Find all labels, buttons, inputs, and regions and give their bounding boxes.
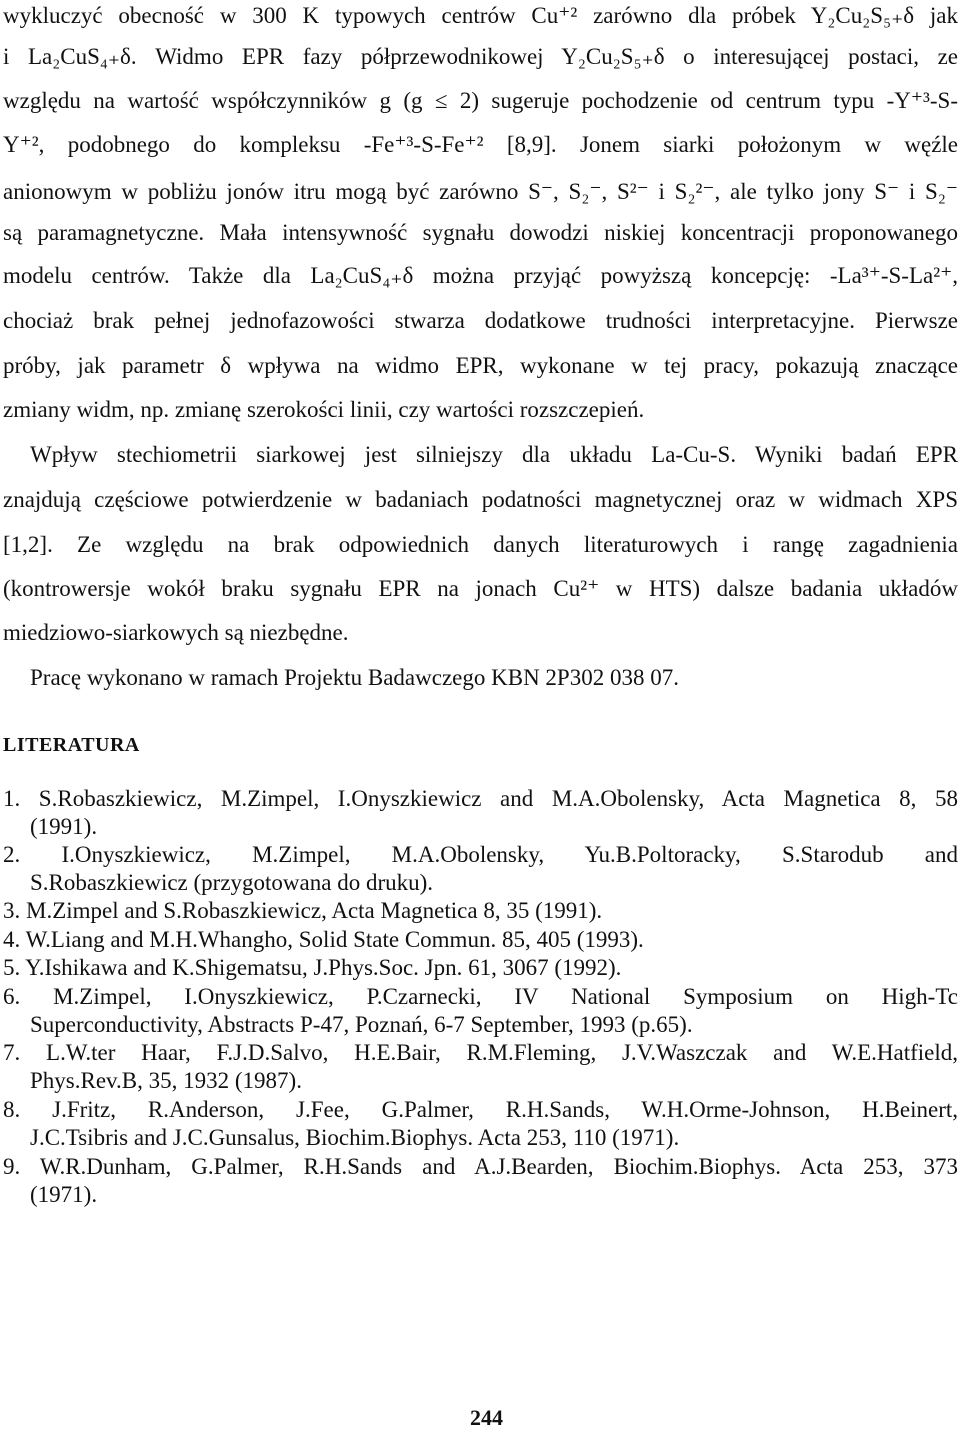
paragraph-line: Wpływ stechiometrii siarkowej jest silniejszy dla układu La-Cu-S. Wyniki badań EPR bbox=[30, 442, 958, 467]
reference-line: 6. M.Zimpel, I.Onyszkiewicz, P.Czarnecki, IV National Symposium on High-Tc bbox=[3, 984, 958, 1009]
paragraph-line: próby, jak parametr δ wpływa na widmo EPR, wykonane w tej pracy, pokazują znaczące bbox=[3, 353, 958, 378]
reference-line: Superconductivity, Abstracts P-47, Poznań, 6-7 September, 1993 (p.65). bbox=[30, 1012, 693, 1037]
reference-line: 9. W.R.Dunham, G.Palmer, R.H.Sands and A.J.Bearden, Biochim.Biophys. Acta 253, 373 bbox=[3, 1154, 958, 1179]
reference-line: S.Robaszkiewicz (przygotowana do druku). bbox=[30, 870, 434, 895]
paragraph-line: [1,2]. Ze względu na brak odpowiednich danych literaturowych i rangę zagadnienia bbox=[3, 532, 958, 557]
paragraph-line: Y⁺², podobnego do kompleksu -Fe⁺³-S-Fe⁺² [8,9]. Jonem siarki położonym w węźle bbox=[3, 132, 958, 157]
reference-line: 5. Y.Ishikawa and K.Shigematsu, J.Phys.Soc. Jpn. 61, 3067 (1992). bbox=[3, 955, 622, 980]
reference-line: 4. W.Liang and M.H.Whangho, Solid State Commun. 85, 405 (1993). bbox=[3, 927, 644, 952]
paragraph-line: chociaż brak pełnej jednofazowości stwarza dodatkowe trudności interpretacyjne. Pierwsze bbox=[3, 308, 958, 333]
reference-line: 2. I.Onyszkiewicz, M.Zimpel, M.A.Obolensky, Yu.B.Poltoracky, S.Starodub and bbox=[3, 842, 958, 867]
reference-line: J.C.Tsibris and J.C.Gunsalus, Biochim.Biophys. Acta 253, 110 (1971). bbox=[30, 1125, 680, 1150]
acknowledgement-line: Pracę wykonano w ramach Projektu Badawczego KBN 2P302 038 07. bbox=[30, 665, 679, 690]
paragraph-line: (kontrowersje wokół braku sygnału EPR na jonach Cu²⁺ w HTS) dalsze badania układów bbox=[3, 576, 958, 601]
paragraph-line: znajdują częściowe potwierdzenie w badaniach podatności magnetycznej oraz w widmach XPS bbox=[3, 487, 958, 512]
reference-line: 7. L.W.ter Haar, F.J.D.Salvo, H.E.Bair, R.M.Fleming, J.V.Waszczak and W.E.Hatfield, bbox=[3, 1040, 958, 1065]
paragraph-line: wykluczyć obecność w 300 K typowych centrów Cu⁺² zarówno dla próbek Y₂Cu₂S₅₊δ jak bbox=[3, 3, 958, 28]
paragraph-line: modelu centrów. Także dla La₂CuS₄₊δ można przyjąć powyższą koncepcję: -La³⁺-S-La²⁺, bbox=[3, 263, 958, 288]
reference-line: 3. M.Zimpel and S.Robaszkiewicz, Acta Magnetica 8, 35 (1991). bbox=[3, 898, 603, 923]
reference-line: 8. J.Fritz, R.Anderson, J.Fee, G.Palmer, R.H.Sands, W.H.Orme-Johnson, H.Beinert, bbox=[3, 1097, 958, 1122]
paragraph-line: miedziowo-siarkowych są niezbędne. bbox=[3, 620, 349, 645]
paragraph-line: i La₂CuS₄₊δ. Widmo EPR fazy półprzewodnikowej Y₂Cu₂S₅₊δ o interesującej postaci, ze bbox=[3, 44, 958, 69]
reference-line: (1971). bbox=[30, 1182, 98, 1207]
section-heading: LITERATURA bbox=[3, 734, 140, 756]
page-number: 244 bbox=[470, 1405, 503, 1430]
paragraph-line: względu na wartość współczynników g (g ≤ 2) sugeruje pochodzenie od centrum typu -Y⁺³-S- bbox=[3, 88, 958, 113]
reference-line: 1. S.Robaszkiewicz, M.Zimpel, I.Onyszkiewicz and M.A.Obolensky, Acta Magnetica 8, 58 bbox=[3, 786, 958, 811]
paragraph-line: anionowym w pobliżu jonów itru mogą być zarówno S⁻, S₂⁻, S²⁻ i S₂²⁻, ale tylko jony S⁻ i S₂⁻ bbox=[3, 179, 958, 204]
reference-line: (1991). bbox=[30, 814, 98, 839]
reference-line: Phys.Rev.B, 35, 1932 (1987). bbox=[30, 1068, 302, 1093]
paragraph-line: są paramagnetyczne. Mała intensywność sygnału dowodzi niskiej koncentracji proponowanego bbox=[3, 220, 958, 245]
paragraph-line: zmiany widm, np. zmianę szerokości linii, czy wartości rozszczepień. bbox=[3, 397, 645, 422]
